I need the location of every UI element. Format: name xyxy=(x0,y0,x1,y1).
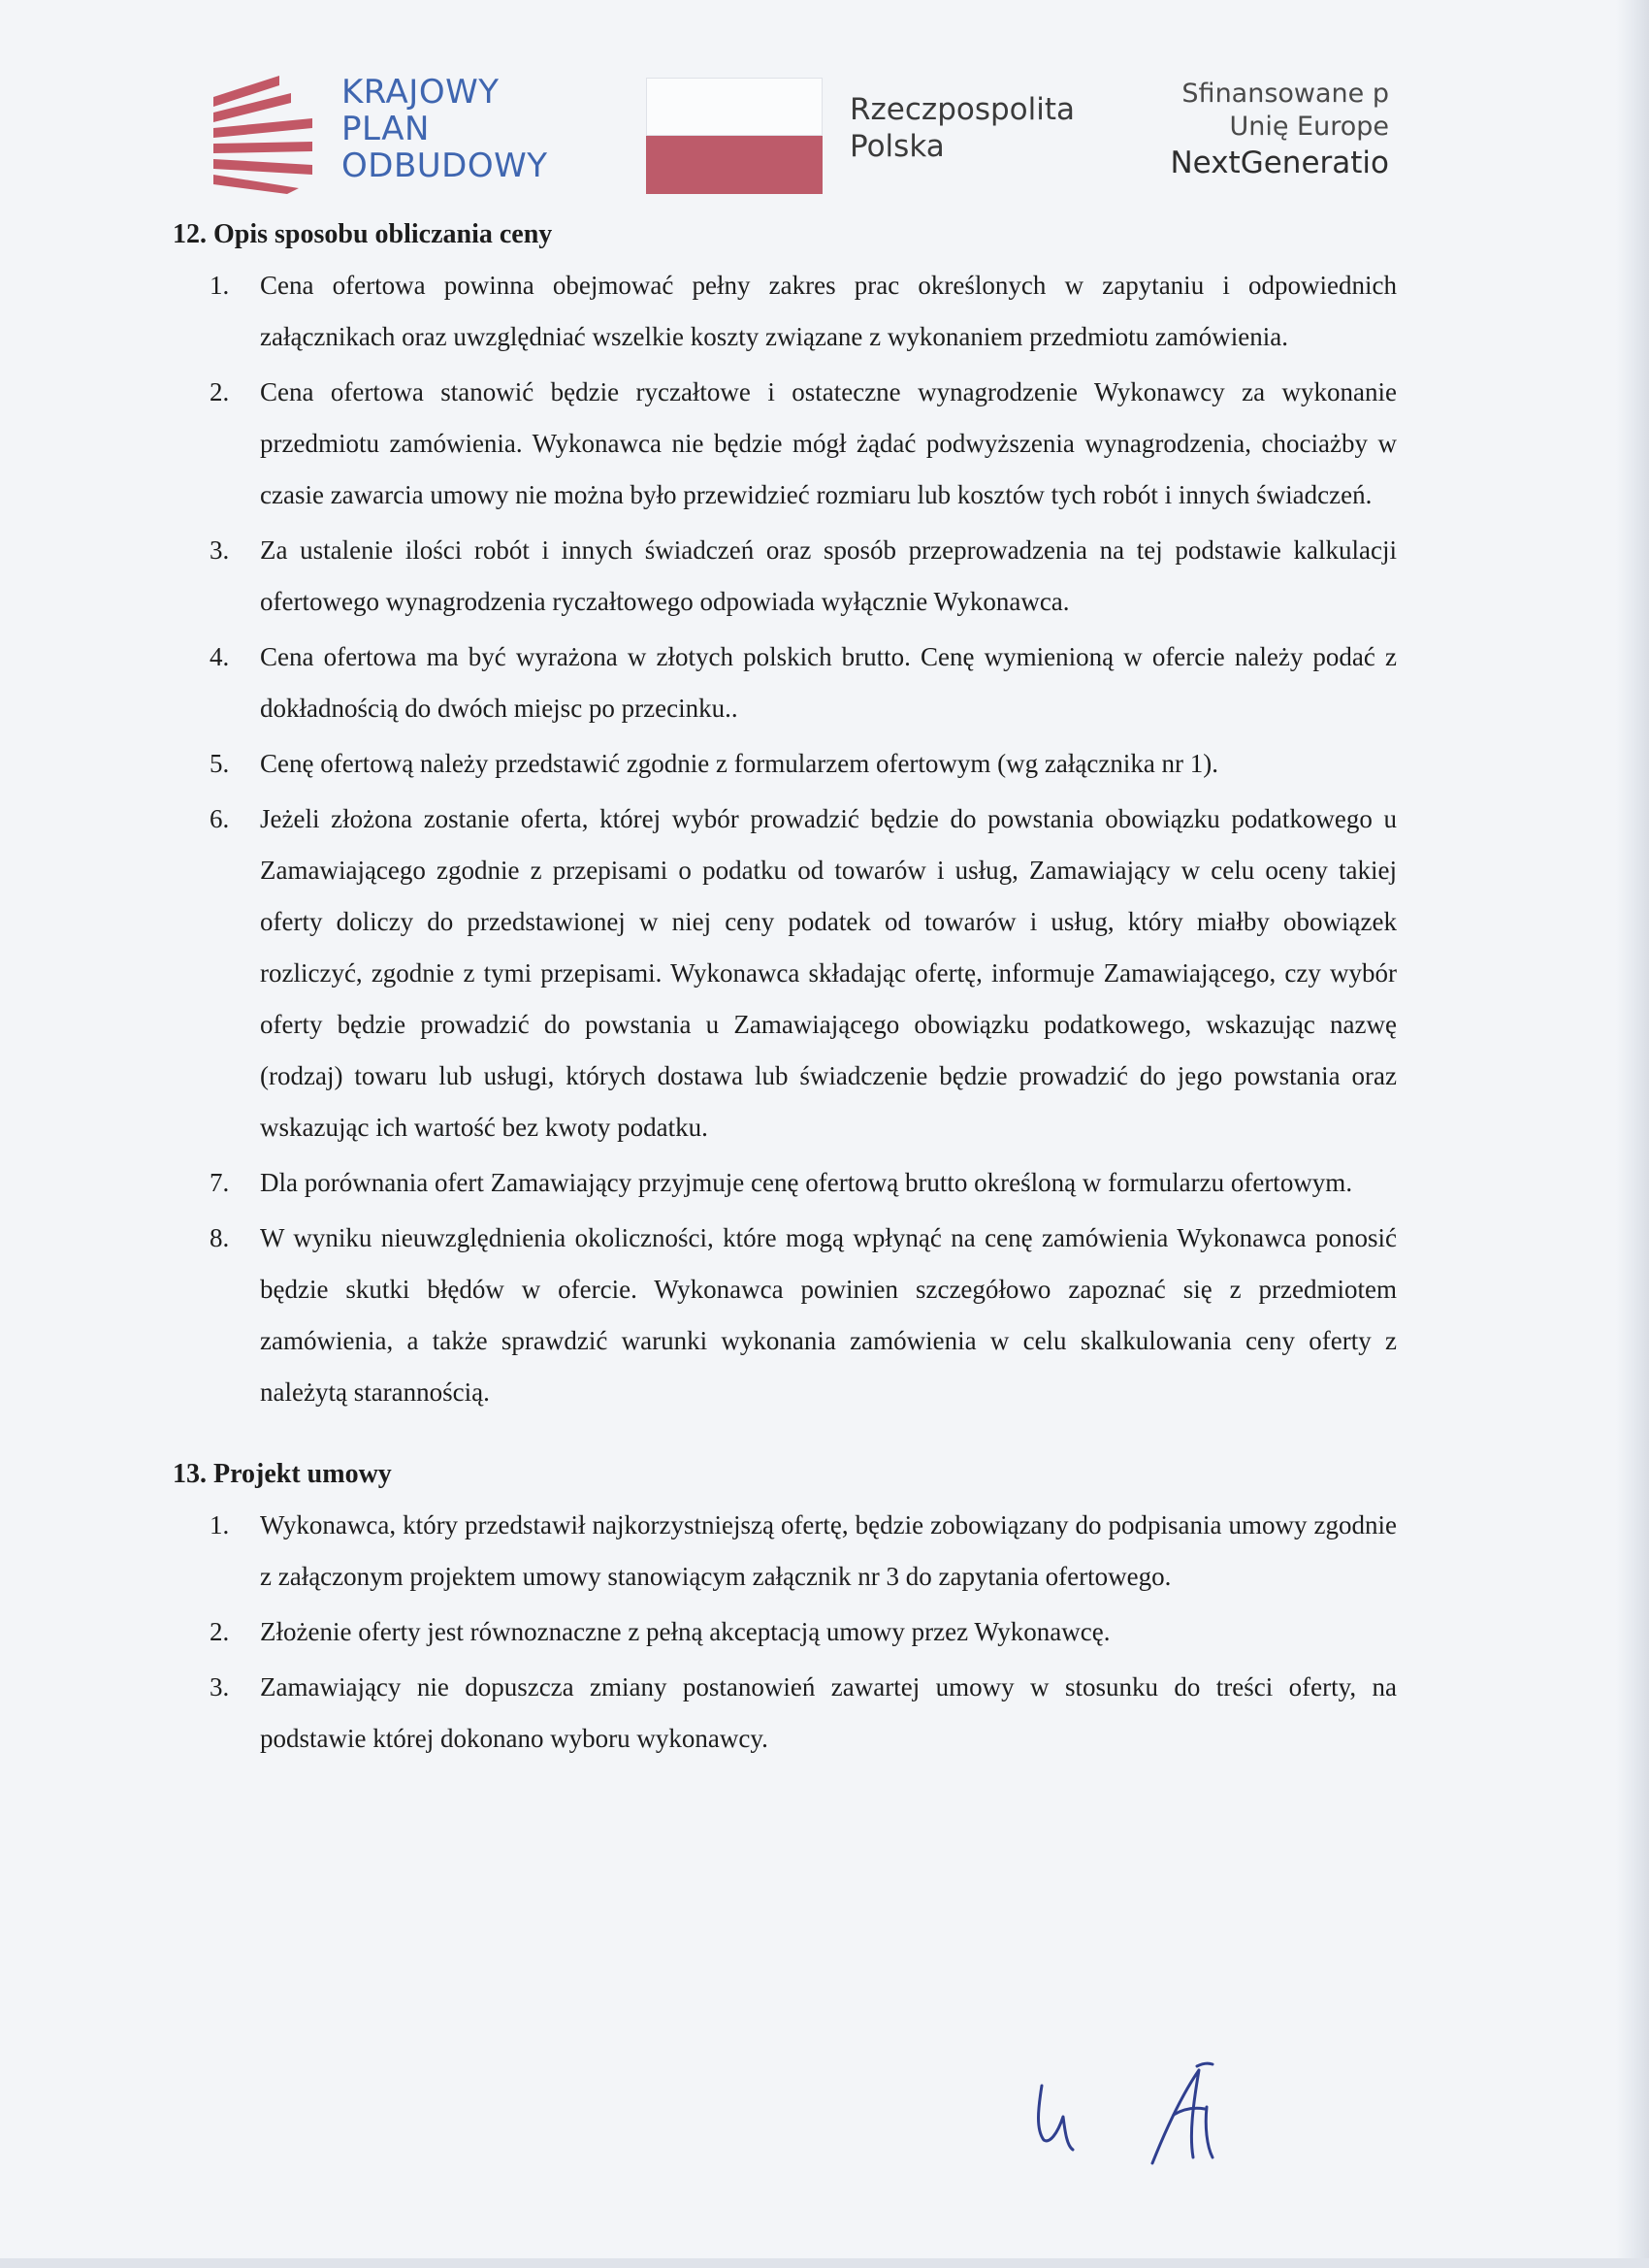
eu-line: NextGeneratio xyxy=(1170,146,1389,180)
list-item xyxy=(173,525,1397,628)
list-item xyxy=(173,1662,1397,1765)
item-number: 3. xyxy=(210,535,230,565)
list-item xyxy=(173,1500,1397,1603)
list-item xyxy=(173,1606,1397,1658)
rp-line: Polska xyxy=(850,129,945,164)
item-text: Złożenie oferty jest równoznaczne z pełną akceptacją umowy przez Wykonawcę. xyxy=(260,1617,1111,1646)
numbered-list xyxy=(173,260,1397,1418)
eu-line: Unię Europe xyxy=(1229,112,1389,142)
item-text: Jeżeli złożona zostanie oferta, której wybór prowadzić będzie do powstania obowiązku podatkowego u Zamawiającego zgodnie z przepisami o podatku od towarów i usług, Zamawiający w celu oceny takiej oferty doliczy do przedstawionej w niej ceny podatek od towarów i usług, który miałby obowiązek rozliczyć, zgodnie z tymi przepisami. Wykonawca składając ofertę, informuje Zamawiającego, czy wybór oferty będzie prowadzić do powstania u Zamawiającego obowiązku podatkowego, wskazując nazwę (rodzaj) towaru lub usługi, których dostawa lub świadczenie będzie prowadzić do jego powstania oraz wskazując ich wartość bez kwoty podatku. xyxy=(260,804,1397,1142)
polish-flag-icon xyxy=(646,78,823,194)
list-item xyxy=(173,738,1397,790)
flag-white-stripe xyxy=(646,78,823,136)
item-text: Zamawiający nie dopuszcza zmiany postanowień zawartej umowy w stosunku do treści oferty, na podstawie której dokonano wyboru wykonawcy. xyxy=(260,1672,1397,1753)
list-item xyxy=(173,1157,1397,1209)
list-item xyxy=(173,260,1397,363)
item-text: Cena ofertowa stanowić będzie ryczałtowe i ostateczne wynagrodzenie Wykonawcy za wykonanie przedmiotu zamówienia. Wykonawca nie będzie mógł żądać podwyższenia wynagrodzenia, chociażby w czasie zawarcia umowy nie można było przewidzieć rozmiaru lub kosztów tych robót i innych świadczeń. xyxy=(260,377,1397,509)
section-13 xyxy=(173,1455,1397,1765)
kpo-line: ODBUDOWY xyxy=(341,146,548,185)
scan-edge-right xyxy=(1616,0,1649,2268)
kpo-logo-icon xyxy=(211,76,318,194)
section-12 xyxy=(173,215,1397,1418)
item-number: 8. xyxy=(210,1223,230,1252)
kpo-logo-text xyxy=(341,74,547,184)
funding-header xyxy=(0,68,1649,204)
eu-funding-text xyxy=(1135,78,1389,182)
item-number: 1. xyxy=(210,1510,230,1539)
item-text: W wyniku nieuwzględnienia okoliczności, które mogą wpłynąć na cenę zamówienia Wykonawca ponosić będzie skutki błędów w ofercie. Wykonawca powinien szczegółowo zapoznać się z przedmiotem zamówienia, a także sprawdzić warunki wykonania zamówienia w celu skalkulowania ceny oferty z należytą starannością. xyxy=(260,1223,1397,1407)
eu-line: Sfinansowane p xyxy=(1181,79,1389,109)
item-number: 7. xyxy=(210,1168,230,1197)
item-number: 1. xyxy=(210,271,230,300)
section-heading: 13. Projekt umowy xyxy=(173,1459,392,1489)
item-text: Cenę ofertową należy przedstawić zgodnie z formularzem ofertowym (wg załącznika nr 1). xyxy=(260,749,1219,778)
kpo-line: KRAJOWY xyxy=(341,73,500,112)
document-body xyxy=(173,215,1397,1801)
kpo-line: PLAN xyxy=(341,110,430,148)
item-number: 6. xyxy=(210,804,230,833)
flag-red-stripe xyxy=(646,136,823,194)
scan-edge-bottom xyxy=(0,2258,1649,2268)
item-number: 5. xyxy=(210,749,230,778)
item-number: 3. xyxy=(210,1672,230,1701)
numbered-list xyxy=(173,1500,1397,1765)
item-number: 2. xyxy=(210,377,230,406)
rp-logo-text xyxy=(850,91,1075,165)
list-item xyxy=(173,794,1397,1153)
list-item xyxy=(173,632,1397,734)
item-text: Za ustalenie ilości robót i innych świadczeń oraz sposób przeprowadzenia na tej podstawie kalkulacji ofertowego wynagrodzenia ryczałtowego odpowiada wyłącznie Wykonawca. xyxy=(260,535,1397,616)
item-text: Cena ofertowa powinna obejmować pełny zakres prac określonych w zapytaniu i odpowiednich załącznikach oraz uwzględniać wszelkie koszty związane z wykonaniem przedmiotu zamówienia. xyxy=(260,271,1397,351)
list-item xyxy=(173,367,1397,521)
handwritten-signature xyxy=(1028,2057,1261,2173)
item-text: Dla porównania ofert Zamawiający przyjmuje cenę ofertową brutto określoną w formularzu ofertowym. xyxy=(260,1168,1353,1197)
item-text: Cena ofertowa ma być wyrażona w złotych polskich brutto. Cenę wymienioną w ofercie należy podać z dokładnością do dwóch miejsc po przecinku.. xyxy=(260,642,1397,723)
list-item xyxy=(173,1213,1397,1418)
item-number: 4. xyxy=(210,642,230,671)
section-heading: 12. Opis sposobu obliczania ceny xyxy=(173,219,553,249)
item-text: Wykonawca, który przedstawił najkorzystniejszą ofertę, będzie zobowiązany do podpisania umowy zgodnie z załączonym projektem umowy stanowiącym załącznik nr 3 do zapytania ofertowego. xyxy=(260,1510,1397,1591)
rp-line: Rzeczpospolita xyxy=(850,92,1076,127)
item-number: 2. xyxy=(210,1617,230,1646)
